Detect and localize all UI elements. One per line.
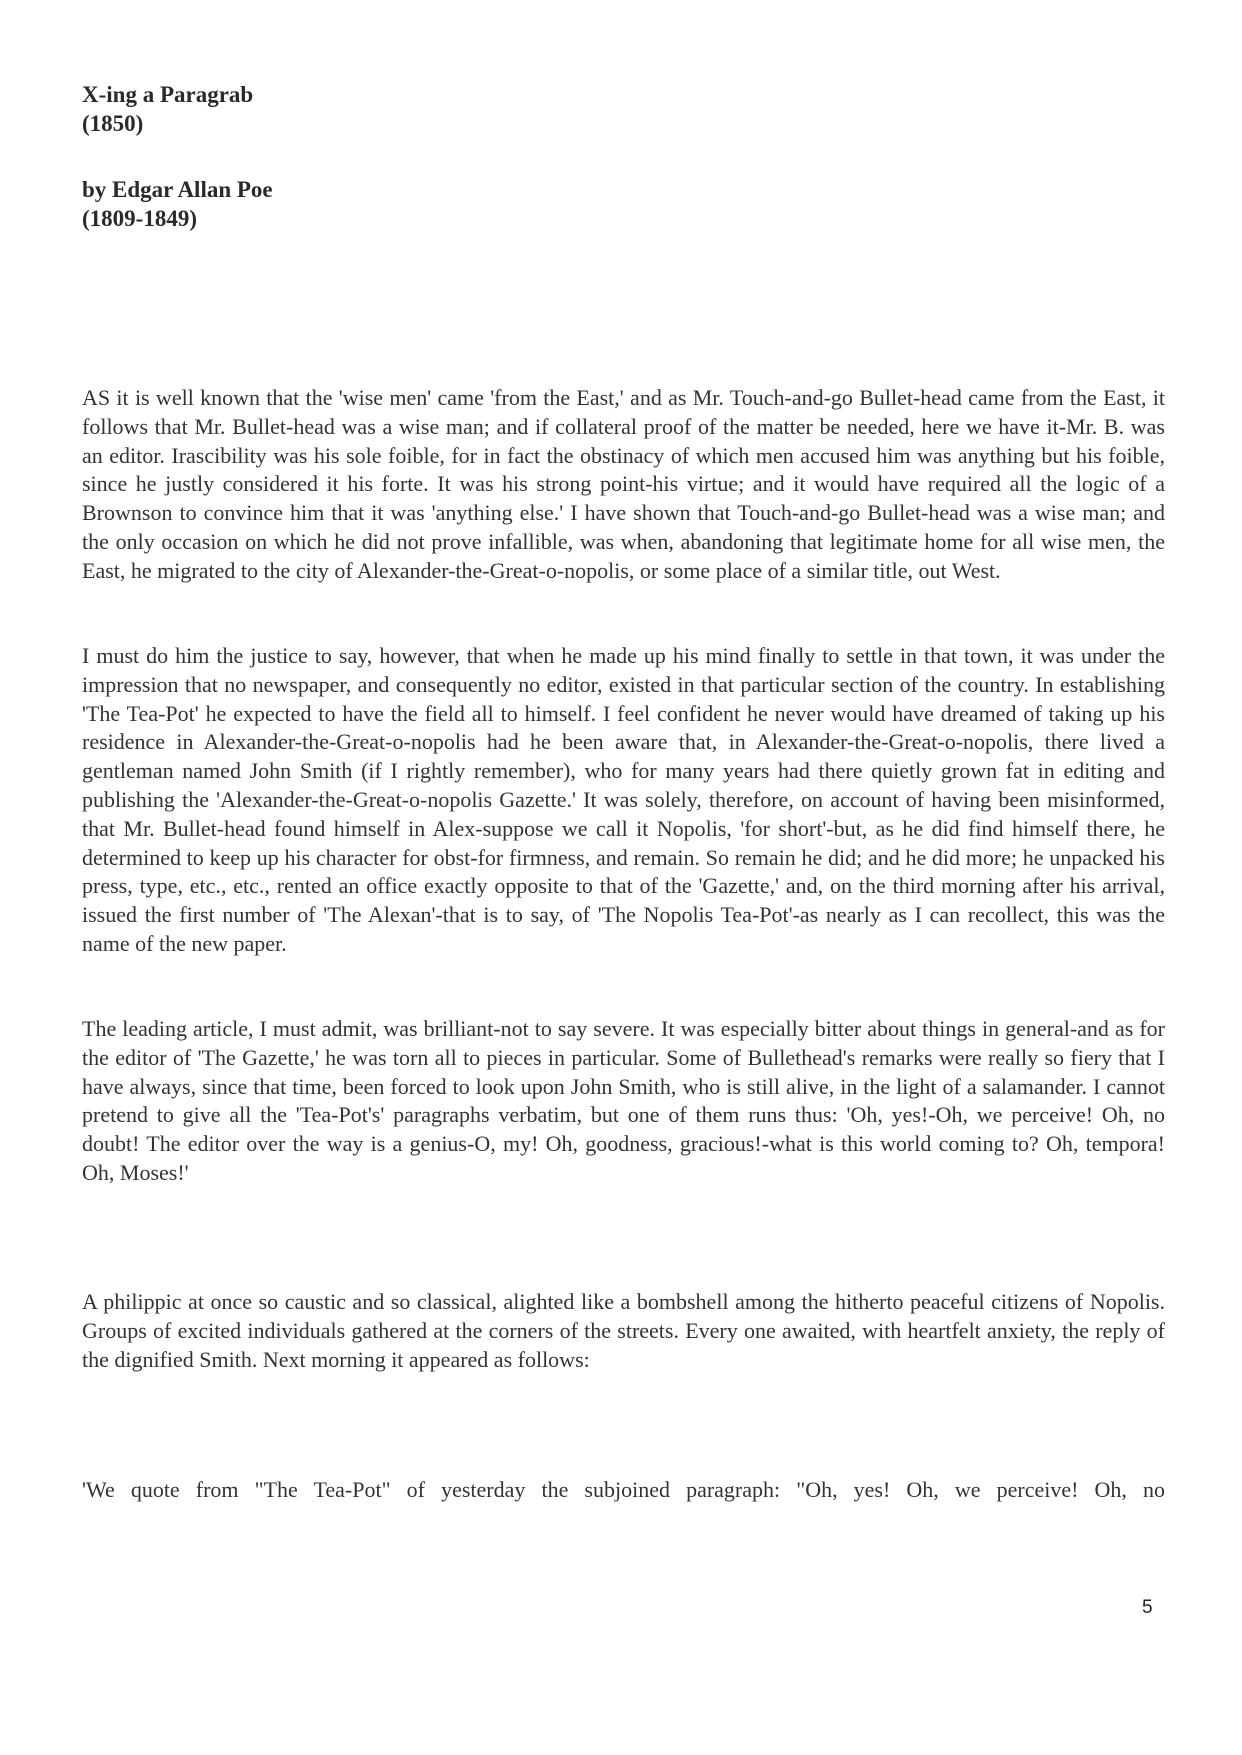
- title-year: (1850): [82, 111, 144, 136]
- page-number: 5: [1142, 1597, 1153, 1618]
- author-name: by Edgar Allan Poe: [82, 177, 273, 202]
- title-text: X-ing a Paragrab: [82, 82, 254, 107]
- author-lifespan: (1809-1849): [82, 206, 197, 231]
- document-title: [82, 80, 253, 138]
- paragraph-4: A philippic at once so caustic and so classical, alighted like a bombshell among the hitherto peaceful citizens of Nopolis. Groups of excited individuals gathered at the corners of the streets. Every one awaited, with heartfelt anxiety, the reply of the dignified Smith. Next morning it appeared as follows:: [82, 1289, 1165, 1372]
- paragraph-3: The leading article, I must admit, was brilliant-not to say severe. It was especially bitter about things in general-and as for the editor of 'The Gazette,' he was torn all to pieces in particular. Some of Bullethead's remarks were really so fiery that I have always, since that time, been forced to look upon John Smith, who is still alive, in the light of a salamander. I cannot pretend to give all the 'Tea-Pot's' paragraphs verbatim, but one of them runs thus: 'Oh, yes!-Oh, we perceive! Oh, no doubt! The editor over the way is a genius-O, my! Oh, goodness, gracious!-what is this world coming to? Oh, tempora! Oh, Moses!': [82, 1016, 1165, 1185]
- author-byline: [82, 175, 273, 233]
- paragraph-1: AS it is well known that the 'wise men' came 'from the East,' and as Mr. Touch-and-go Bullet-head came from the East, it follows that Mr. Bullet-head was a wise man; and if collateral proof of the matter be needed, here we have it-Mr. B. was an editor. Irascibility was his sole foible, for in fact the obstinacy of which men accused him was anything but his foible, since he justly considered it his forte. It was his strong point-his virtue; and it would have required all the logic of a Brownson to convince him that it was 'anything else.' I have shown that Touch-and-go Bullet-head was a wise man; and the only occasion on which he did not prove infallible, was when, abandoning that legitimate home for all wise men, the East, he migrated to the city of Alexander-the-Great-o-nopolis, or some place of a similar title, out West.: [82, 385, 1165, 583]
- paragraph-2: I must do him the justice to say, however, that when he made up his mind finally to settle in that town, it was under the impression that no newspaper, and consequently no editor, existed in that particular section of the country. In establishing 'The Tea-Pot' he expected to have the field all to himself. I feel confident he never would have dreamed of taking up his residence in Alexander-the-Great-o-nopolis had he been aware that, in Alexander-the-Great-o-nopolis, there lived a gentleman named John Smith (if I rightly remember), who for many years had there quietly grown fat in editing and publishing the 'Alexander-the-Great-o-nopolis Gazette.' It was solely, therefore, on account of having been misinformed, that Mr. Bullet-head found himself in Alex-suppose we call it Nopolis, 'for short'-but, as he did find himself there, he determined to keep up his character for obst-for firmness, and remain. So remain he did; and he did more; he unpacked his press, type, etc., etc., rented an office exactly opposite to that of the 'Gazette,' and, on the third morning after his arrival, issued the first number of 'The Alexan'-that is to say, of 'The Nopolis Tea-Pot'-as nearly as I can recollect, this was the name of the new paper.: [82, 643, 1165, 956]
- paragraph-5: 'We quote from "The Tea-Pot" of yesterday the subjoined paragraph: "Oh, yes! Oh, we perceive! Oh, no: [82, 1477, 1165, 1502]
